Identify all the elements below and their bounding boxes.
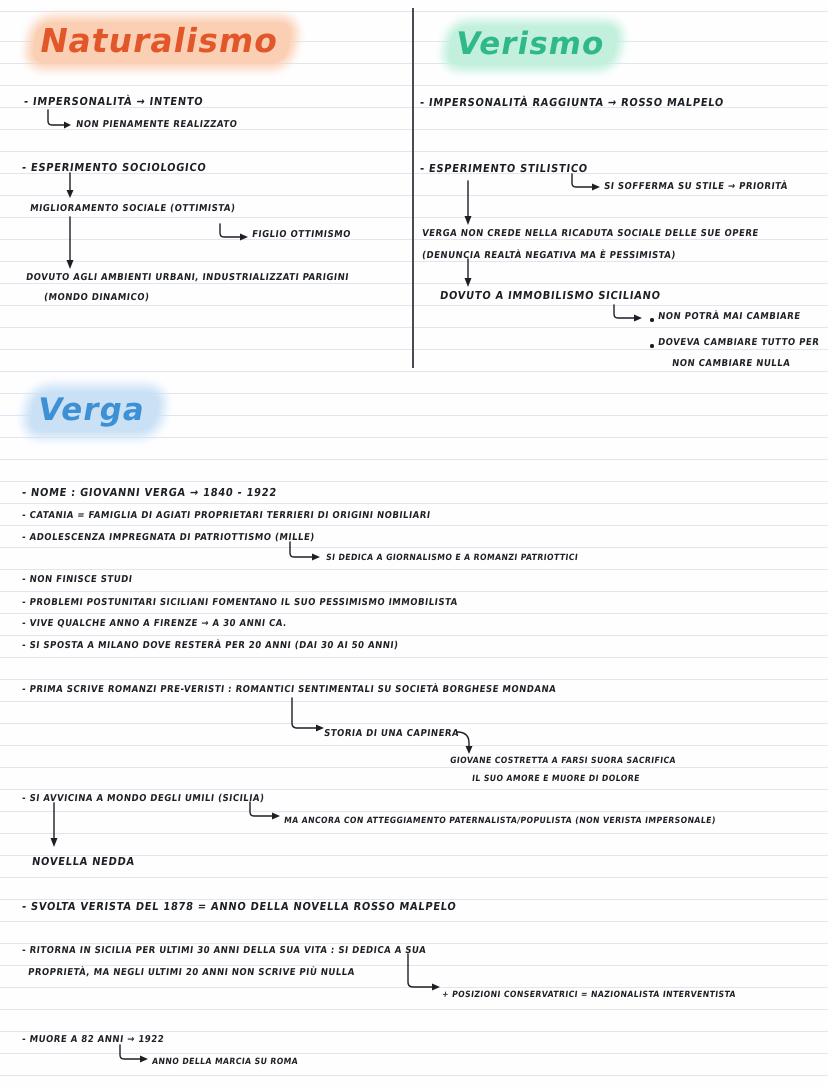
naturalismo-line-miglioramento: MIGLIORAMENTO SOCIALE (OTTIMISTA) [29, 203, 236, 214]
verga-line-milano: - SI SPOSTA A MILANO DOVE RESTERÀ PER 20 ANNI (DAI 30 AI 50 ANNI) [21, 640, 400, 651]
down-arrow-icon [462, 258, 476, 290]
verga-line-posizioni-conservatrici: + POSIZIONI CONSERVATRICI = NAZIONALISTA INTERVENTISTA [441, 990, 737, 1000]
heading-verga: Verga [29, 392, 161, 431]
verga-line-catania: - CATANIA = FAMIGLIA DI AGIATI PROPRIETARI TERRIERI DI ORIGINI NOBILIARI [21, 510, 432, 521]
column-divider [412, 8, 414, 368]
verga-line-nome: - NOME : GIOVANNI VERGA → 1840 - 1922 [21, 486, 278, 499]
naturalismo-line-dovuto-ambienti: DOVUTO AGLI AMBIENTI URBANI, INDUSTRIALIZZATI PARIGINI [25, 272, 350, 283]
verismo-line-esperimento-stilistico: - ESPERIMENTO STILISTICO [419, 162, 589, 175]
down-arrow-icon [456, 731, 478, 757]
verismo-line-non-cambiare-nulla: NON CAMBIARE NULLA [671, 358, 791, 369]
down-arrow-icon [64, 172, 78, 200]
verga-line-muore: - MUORE A 82 ANNI → 1922 [21, 1034, 165, 1045]
verismo-line-verga-non-crede: VERGA NON CREDE NELLA RICADUTA SOCIALE DELLE SUE OPERE [421, 228, 760, 239]
verga-line-adolescenza: - ADOLESCENZA IMPREGNATA DI PATRIOTTISMO (MILLE) [21, 532, 316, 543]
naturalismo-line-esperimento: - ESPERIMENTO SOCIOLOGICO [21, 161, 208, 174]
verga-line-novella-nedda: NOVELLA NEDDA [31, 855, 136, 868]
verga-line-paternalista: MA ANCORA CON ATTEGGIAMENTO PATERNALISTA/POPULISTA (NON VERISTA IMPERSONALE) [283, 816, 717, 826]
down-arrow-icon [462, 180, 476, 228]
verga-line-si-dedica-giornalismo: SI DEDICA A GIORNALISMO E A ROMANZI PATRIOTTICI [325, 553, 579, 563]
verismo-line-doveva-cambiare: DOVEVA CAMBIARE TUTTO PER [657, 337, 820, 348]
verga-line-ritorna-sicilia: - RITORNA IN SICILIA PER ULTIMI 30 ANNI DELLA SUA VITA : SI DEDICA A SUA [21, 945, 427, 956]
verga-line-giovane-costretta: GIOVANE COSTRETTA A FARSI SUORA SACRIFICA [449, 756, 677, 766]
verga-line-suo-amore: IL SUO AMORE E MUORE DI DOLORE [471, 774, 641, 784]
verga-line-svolta-verista: - SVOLTA VERISTA DEL 1878 = ANNO DELLA NOVELLA ROSSO MALPELO [21, 900, 458, 913]
naturalismo-line-figlio-ottimismo: FIGLIO OTTIMISMO [251, 229, 352, 240]
verga-line-mondo-umili: - SI AVVICINA A MONDO DEGLI UMILI (SICILIA) [21, 793, 266, 804]
down-arrow-icon [48, 802, 62, 850]
hook-arrow-icon [612, 303, 646, 325]
naturalismo-line-mondo-dinamico: (MONDO DINAMICO) [43, 292, 151, 303]
verismo-line-impersonalita-raggiunta: - IMPERSONALITÀ RAGGIUNTA → ROSSO MALPELO [419, 96, 725, 109]
verismo-line-non-potra-cambiare: NON POTRÀ MAI CAMBIARE [657, 311, 802, 322]
verga-line-non-finisce-studi: - NON FINISCE STUDI [21, 574, 134, 585]
hook-arrow-icon [218, 222, 252, 244]
verismo-line-dovuto-immobilismo: DOVUTO A IMMOBILISMO SICILIANO [439, 289, 662, 302]
hook-arrow-icon [46, 108, 74, 130]
hook-arrow-icon [570, 172, 604, 194]
heading-verismo: Verismo [447, 26, 620, 65]
heading-naturalismo: Naturalismo [30, 22, 293, 63]
down-arrow-icon [64, 216, 78, 272]
verga-line-problemi-postunitari: - PROBLEMI POSTUNITARI SICILIANI FOMENTANO IL SUO PESSIMISMO IMMOBILISTA [21, 597, 459, 608]
naturalismo-line-impersonalita: - IMPERSONALITÀ → INTENTO [23, 95, 205, 108]
hook-arrow-icon [118, 1043, 152, 1067]
verga-line-proprieta: PROPRIETÀ, MA NEGLI ULTIMI 20 ANNI NON SCRIVE PIÙ NULLA [27, 967, 356, 978]
verismo-line-denuncia-realta: (DENUNCIA REALTÀ NEGATIVA MA È PESSIMISTA) [421, 250, 677, 261]
bullet-dot-icon [650, 344, 654, 348]
bullet-dot-icon [650, 318, 654, 322]
verismo-line-si-sofferma: SI SOFFERMA SU STILE → PRIORITÀ [603, 181, 789, 192]
verga-line-storia-capinera: STORIA DI UNA CAPINERA [323, 728, 460, 739]
naturalismo-line-non-pienamente: NON PIENAMENTE REALIZZATO [75, 119, 238, 130]
verga-line-firenze: - VIVE QUALCHE ANNO A FIRENZE → A 30 ANNI CA. [21, 618, 288, 629]
verga-line-marcia-su-roma: ANNO DELLA MARCIA SU ROMA [151, 1057, 299, 1067]
hook-arrow-icon [288, 540, 326, 566]
hook-arrow-icon [248, 800, 286, 824]
verga-line-romanzi-pre-veristi: - PRIMA SCRIVE ROMANZI PRE-VERISTI : ROMANTICI SENTIMENTALI SU SOCIETÀ BORGHESE MONDANA [21, 684, 557, 695]
